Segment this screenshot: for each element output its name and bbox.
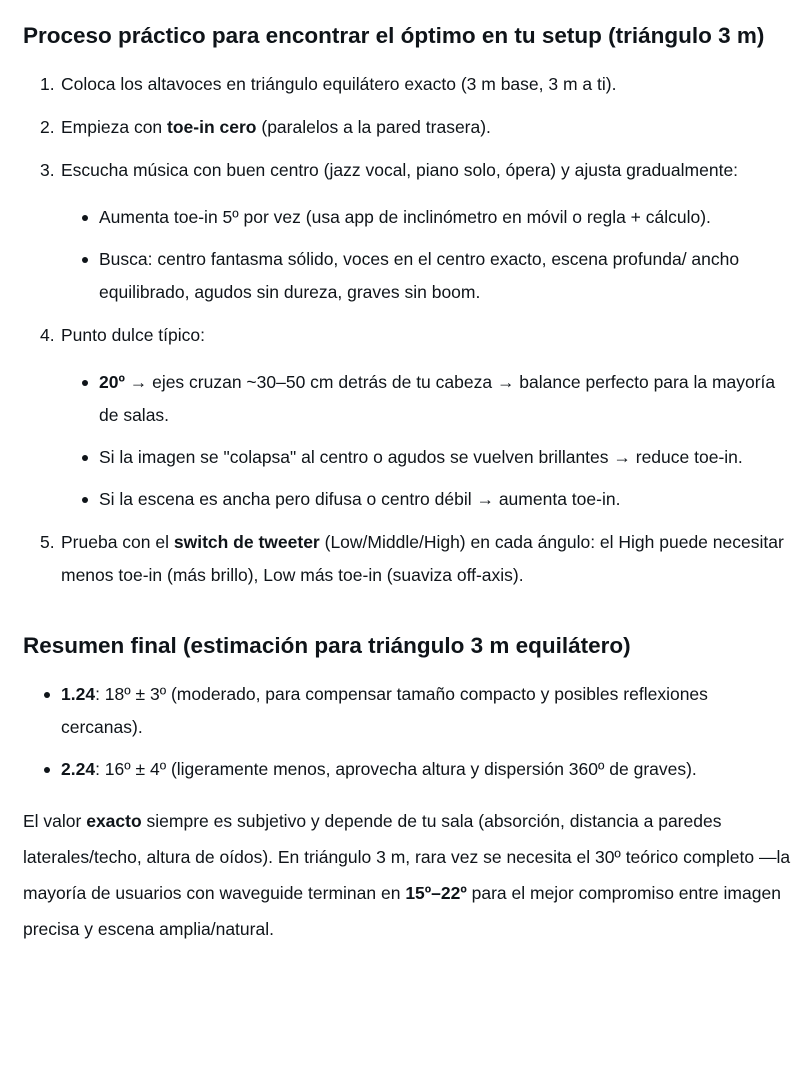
- step-item: [23, 526, 793, 592]
- final-text-2: siempre es subjetivo y depende de tu sala (absorción, distancia a paredes laterales/techo, altura de oídos). En triángulo 3 m, rara vez se necesita el 30º teórico completo —la mayoría de usuarios con waveguide terminan en: [23, 811, 791, 903]
- section-heading-resumen: Resumen final (estimación para triángulo 3 m equilátero): [23, 633, 631, 658]
- list-item: [61, 441, 793, 474]
- summary-rest: : 18º ± 3º (moderado, para compensar tamaño compacto y posibles reflexiones cercanas).: [61, 684, 708, 737]
- list-item: [61, 483, 793, 516]
- final-bold-2: 15º–22º: [405, 883, 467, 903]
- bullet-dot-icon: [44, 692, 50, 698]
- steps-list: [23, 68, 793, 592]
- summary-bold: 2.24: [61, 759, 96, 779]
- step-text-post: (Low/Middle/High) en cada ángulo: el High puede necesitar menos toe-in (más brillo), Low más toe-in (suaviza off-axis).: [61, 532, 784, 585]
- section-heading-proceso: Proceso práctico para encontrar el óptimo en tu setup (triángulo 3 m): [23, 23, 765, 48]
- list-item: [61, 201, 793, 234]
- step-number: 1.: [40, 74, 55, 94]
- bullet-text: Busca: centro fantasma sólido, voces en el centro exacto, escena profunda/ ancho equilibrado, agudos sin dureza, graves sin boom.: [99, 249, 740, 302]
- step-item: [23, 154, 793, 309]
- bullet-text: Si la imagen se "colapsa" al centro o agudos se vuelven brillantes → reduce toe-in.: [99, 447, 743, 467]
- step-number: 4.: [40, 325, 55, 345]
- bullet-dot-icon: [82, 257, 88, 263]
- step-text: [61, 526, 793, 592]
- list-item: [61, 366, 793, 432]
- final-text-1: El valor: [23, 811, 87, 831]
- bullet-dot-icon: [82, 455, 88, 461]
- list-item: [61, 243, 793, 309]
- summary-bold: 1.24: [61, 684, 96, 704]
- step-number: 5.: [40, 532, 55, 552]
- bullet-dot-icon: [82, 497, 88, 503]
- step-text: [61, 111, 793, 144]
- final-text-3: para el mejor compromiso entre imagen precisa y escena amplia/natural.: [23, 883, 781, 939]
- step-number: 3.: [40, 160, 55, 180]
- step-text-pre: Empieza con: [61, 117, 168, 137]
- step-item: [23, 68, 793, 101]
- bullet-text: Aumenta toe-in 5º por vez (usa app de inclinómetro en móvil o regla + cálculo).: [99, 207, 711, 227]
- bullet-rest: → ejes cruzan ~30–50 cm detrás de tu cabeza → balance perfecto para la mayoría de salas.: [99, 372, 776, 425]
- step-text-pre: Prueba con el: [61, 532, 174, 552]
- step-text: Punto dulce típico:: [61, 325, 205, 345]
- step-text: Coloca los altavoces en triángulo equilátero exacto (3 m base, 3 m a ti).: [61, 74, 617, 94]
- bullet-text: [99, 366, 793, 432]
- bullet-dot-icon: [82, 380, 88, 386]
- bullet-text: Si la escena es ancha pero difusa o centro débil → aumenta toe-in.: [99, 489, 621, 509]
- final-bold-1: exacto: [86, 811, 142, 831]
- summary-text: [61, 753, 793, 786]
- bullet-dot-icon: [44, 767, 50, 773]
- step-bold: switch de tweeter: [173, 532, 320, 552]
- bullet-dot-icon: [82, 215, 88, 221]
- step-text: Escucha música con buen centro (jazz vocal, piano solo, ópera) y ajusta gradualmente:: [61, 160, 739, 180]
- final-paragraph: [23, 803, 793, 947]
- step-item: [23, 319, 793, 516]
- summary-rest: : 16º ± 4º (ligeramente menos, aprovecha altura y dispersión 360º de graves).: [95, 759, 697, 779]
- step-bold: toe-in cero: [167, 117, 257, 137]
- step-number: 2.: [40, 117, 55, 137]
- step-item: [23, 111, 793, 144]
- list-item: [23, 678, 793, 744]
- bullet-bold: 20º: [99, 372, 125, 392]
- list-item: [23, 753, 793, 786]
- summary-text: [61, 678, 793, 744]
- sub-bullet-list: [61, 366, 793, 516]
- sub-bullet-list: [61, 201, 793, 309]
- summary-list: [23, 678, 793, 786]
- step-text-post: (paralelos a la pared trasera).: [256, 117, 491, 137]
